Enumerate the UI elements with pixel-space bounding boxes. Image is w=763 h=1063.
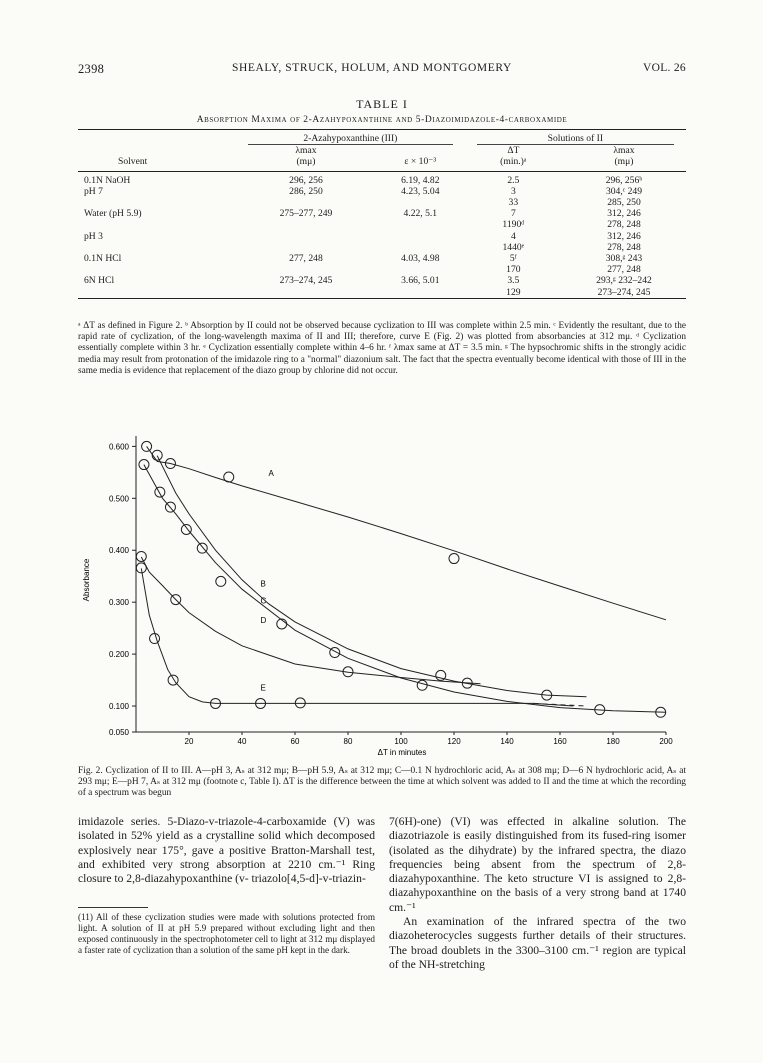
- col-solvent: Solvent: [118, 156, 148, 168]
- group-header-azahypoxanthine: 2-Azahypoxanthine (III): [248, 133, 453, 145]
- cell-eps: 4.23, 5.04: [401, 185, 440, 197]
- chart-series: [136, 441, 666, 717]
- body-footnote: (11) All of these cyclization studies were made with solutions protected from light. A solution of II at pH 5.9 prepared without excluding light and then exposed continuously in the spectrophotometer cell to light at 312 mμ displayed a faster rate of cyclization than a solution of the same pH kept in the dark.: [78, 912, 375, 955]
- body-column-right: [389, 815, 686, 972]
- data-point-a: [142, 441, 152, 451]
- col-dt-bot: (min.)ᵃ: [500, 156, 527, 168]
- page-number: 2398: [78, 62, 105, 76]
- cell-solvent: Water (pH 5.9): [84, 208, 142, 220]
- cell-eps: 6.19, 4.82: [401, 174, 440, 186]
- table-caption: Absorption Maxima of 2-Azahypoxanthine and 5-Diazoimidazole-4-carboxamide: [196, 115, 568, 125]
- y-tick-label: 0.400: [108, 546, 129, 556]
- data-point-c: [197, 543, 207, 553]
- y-axis-label: Absorbance: [82, 558, 91, 602]
- cell-dt: 4: [510, 230, 516, 242]
- cell-eps: 4.03, 4.98: [401, 253, 440, 265]
- cell-lmax: 277, 248: [289, 253, 323, 265]
- data-point-c: [139, 460, 149, 470]
- cell-dt: 1440ᵉ: [502, 241, 525, 253]
- series-line-c: [144, 465, 666, 713]
- x-tick-label: 180: [606, 737, 620, 746]
- x-tick-label: 40: [237, 737, 247, 746]
- cell-lmax2: 296, 256ᵇ: [605, 174, 643, 186]
- cell-dt: 5ᶠ: [509, 253, 517, 265]
- col-lmax1-bot: (mμ): [296, 156, 316, 168]
- series-line-a: [147, 446, 666, 619]
- cell-lmax2: 285, 250: [607, 197, 641, 209]
- cell-dt: 33: [508, 197, 519, 209]
- y-tick-label: 0.200: [108, 650, 129, 660]
- cell-lmax2: 304,ᶜ 249: [605, 185, 642, 197]
- cell-lmax2: 278, 248: [607, 219, 641, 231]
- cell-dt: 170: [506, 264, 521, 276]
- series-line-e: [141, 568, 573, 706]
- y-tick-label: 0.600: [108, 442, 129, 452]
- x-tick-label: 140: [500, 737, 514, 746]
- data-point-b: [216, 576, 226, 586]
- data-point-b: [152, 450, 162, 460]
- x-tick-label: 120: [447, 737, 461, 746]
- cell-dt: 2.5: [507, 174, 520, 186]
- cell-lmax2: 312, 246: [607, 230, 641, 242]
- y-tick-label: 0.500: [108, 494, 129, 504]
- data-point-c: [155, 487, 165, 497]
- y-tick-label: 0.100: [108, 702, 129, 712]
- data-point-e: [136, 563, 146, 573]
- table-footnote: ᵃ ΔT as defined in Figure 2. ᵇ Absorption by II could not be observed because cyclization to III was complete within 2.5 min. ᶜ Evidently the resultant, due to the rapid rate of cyclization, of the long-wavelength maxima of II and III; therefore, curve E (Fig. 2) was plotted from absorbancies at 312 mμ. ᵈ Cyclization essentially complete within 3 hr. ᵉ Cyclization essentially complete within 4–6 hr. ᶠ λmax same at ΔT = 3.5 min. ᵍ The hypsochromic shifts in the strongly acidic media may result from protonation of the imidazole ring to a "normal" diazonium salt. The fact that the spectra eventually become identical with those of III in the same media is evidence that replacement of the diazo group by chlorine did not occur.: [78, 321, 686, 376]
- volume-label: VOL. 26: [643, 62, 686, 74]
- x-tick-label: 60: [290, 737, 300, 746]
- cell-solvent: 0.1N HCl: [84, 253, 122, 265]
- cell-eps: 3.66, 5.01: [401, 275, 440, 287]
- running-head-authors: SHEALY, STRUCK, HOLUM, AND MONTGOMERY: [232, 62, 512, 74]
- col-lmax1-top: λmax: [295, 145, 317, 157]
- cell-lmax: 273–274, 245: [279, 275, 333, 287]
- x-tick-label: 160: [553, 737, 567, 746]
- series-label-b: B: [260, 579, 266, 589]
- cell-lmax2: 308,ᵍ 243: [605, 253, 643, 265]
- group-header-solutions: Solutions of II: [477, 133, 674, 145]
- data-point-c: [417, 680, 427, 690]
- cell-solvent: pH 3: [84, 230, 103, 242]
- col-lmax2-top: λmax: [613, 145, 635, 157]
- cell-solvent: 6N HCl: [84, 275, 115, 287]
- cell-dt: 3.5: [507, 275, 520, 287]
- series-label-c: C: [260, 596, 267, 606]
- y-tick-label: 0.050: [108, 728, 129, 737]
- series-label-d: D: [260, 615, 267, 625]
- chart-axes: [109, 436, 673, 746]
- footnote-divider: [78, 907, 148, 908]
- col-eps: ε × 10⁻³: [404, 156, 437, 168]
- data-point-a: [449, 554, 459, 564]
- data-point-e: [150, 634, 160, 644]
- cell-lmax2: 293,ᵍ 232–242: [596, 275, 652, 287]
- data-point-e: [168, 675, 178, 685]
- table-title: TABLE I: [356, 97, 408, 111]
- cell-dt: 7: [510, 208, 516, 220]
- figure-caption: Fig. 2. Cyclization of II to III. A—pH 3, Aₛ at 312 mμ; B—pH 5.9, Aₛ at 312 mμ; C—0.1 N hydrochloric acid, Aₛ at 308 mμ; D—6 N hydrochloric acid, Aₛ at 293 mμ; E—pH 7, Aₛ at 312 mμ (footnote c, Table I). ΔT is the difference between the time at which solvent was added to II and the time at which the recording of a spectrum was begun: [78, 766, 686, 799]
- x-tick-label: 80: [343, 737, 353, 746]
- body-column-left: [78, 815, 375, 886]
- cell-dt: 3: [510, 185, 516, 197]
- cell-eps: 4.22, 5.1: [403, 208, 438, 220]
- cell-lmax: 275–277, 249: [279, 208, 333, 220]
- col-dt-top: ΔT: [507, 145, 520, 157]
- cell-lmax: 286, 250: [289, 185, 323, 197]
- x-tick-label: 200: [659, 737, 673, 746]
- series-label-a: A: [268, 468, 274, 478]
- x-tick-label: 20: [184, 737, 194, 746]
- body-paragraph: An examination of the infrared spectra of the two diazoheterocycles suggests further details of their structures. The broad doublets in the 3300–3100 cm.⁻¹ region are typical of the NH-stretching: [389, 915, 686, 971]
- cell-lmax2: 273–274, 245: [597, 286, 651, 298]
- data-point-b: [436, 670, 446, 680]
- data-point-a: [224, 472, 234, 482]
- x-axis-label: ΔT in minutes: [377, 748, 427, 757]
- body-paragraph: imidazole series. 5-Diazo-v-triazole-4-carboxamide (V) was isolated in 52% yield as a crystalline solid which decomposed explosively near 175°, gave a positive Bratton-Marshall test, and exhibited very strong absorption at 2210 cm.⁻¹ Ring closure to 2,8-diazahypoxanthine (v- triazolo[4,5-d]-v-triazin-: [78, 815, 375, 886]
- body-paragraph: 7(6H)-one) (VI) was effected in alkaline solution. The diazotriazole is easily distinguished from its fused-ring isomer (isolated as the dihydrate) by the infrared spectra, the diazo frequencies being absent from the spectrum of 2,8-diazahypoxanthine. The keto structure VI is assigned to 2,8-diazahypoxanthine on the basis of a very strong band at 1740 cm.⁻¹: [389, 815, 686, 914]
- data-point-d: [136, 551, 146, 561]
- cell-lmax2: 278, 248: [607, 241, 641, 253]
- y-tick-label: 0.300: [108, 598, 129, 608]
- cell-solvent: pH 7: [84, 185, 103, 197]
- cell-solvent: 0.1N NaOH: [84, 174, 131, 186]
- cell-lmax2: 277, 248: [607, 264, 641, 276]
- cell-lmax: 296, 256: [289, 174, 323, 186]
- cell-lmax2: 312, 246: [607, 208, 641, 220]
- series-line-d: [141, 557, 480, 684]
- cell-dt: 1190ᵈ: [502, 219, 525, 231]
- series-label-e: E: [260, 683, 266, 693]
- data-point-c: [330, 648, 340, 658]
- col-lmax2-bot: (mμ): [614, 156, 634, 168]
- x-tick-label: 100: [394, 737, 408, 746]
- data-point-c: [181, 524, 191, 534]
- cell-dt: 129: [506, 286, 521, 298]
